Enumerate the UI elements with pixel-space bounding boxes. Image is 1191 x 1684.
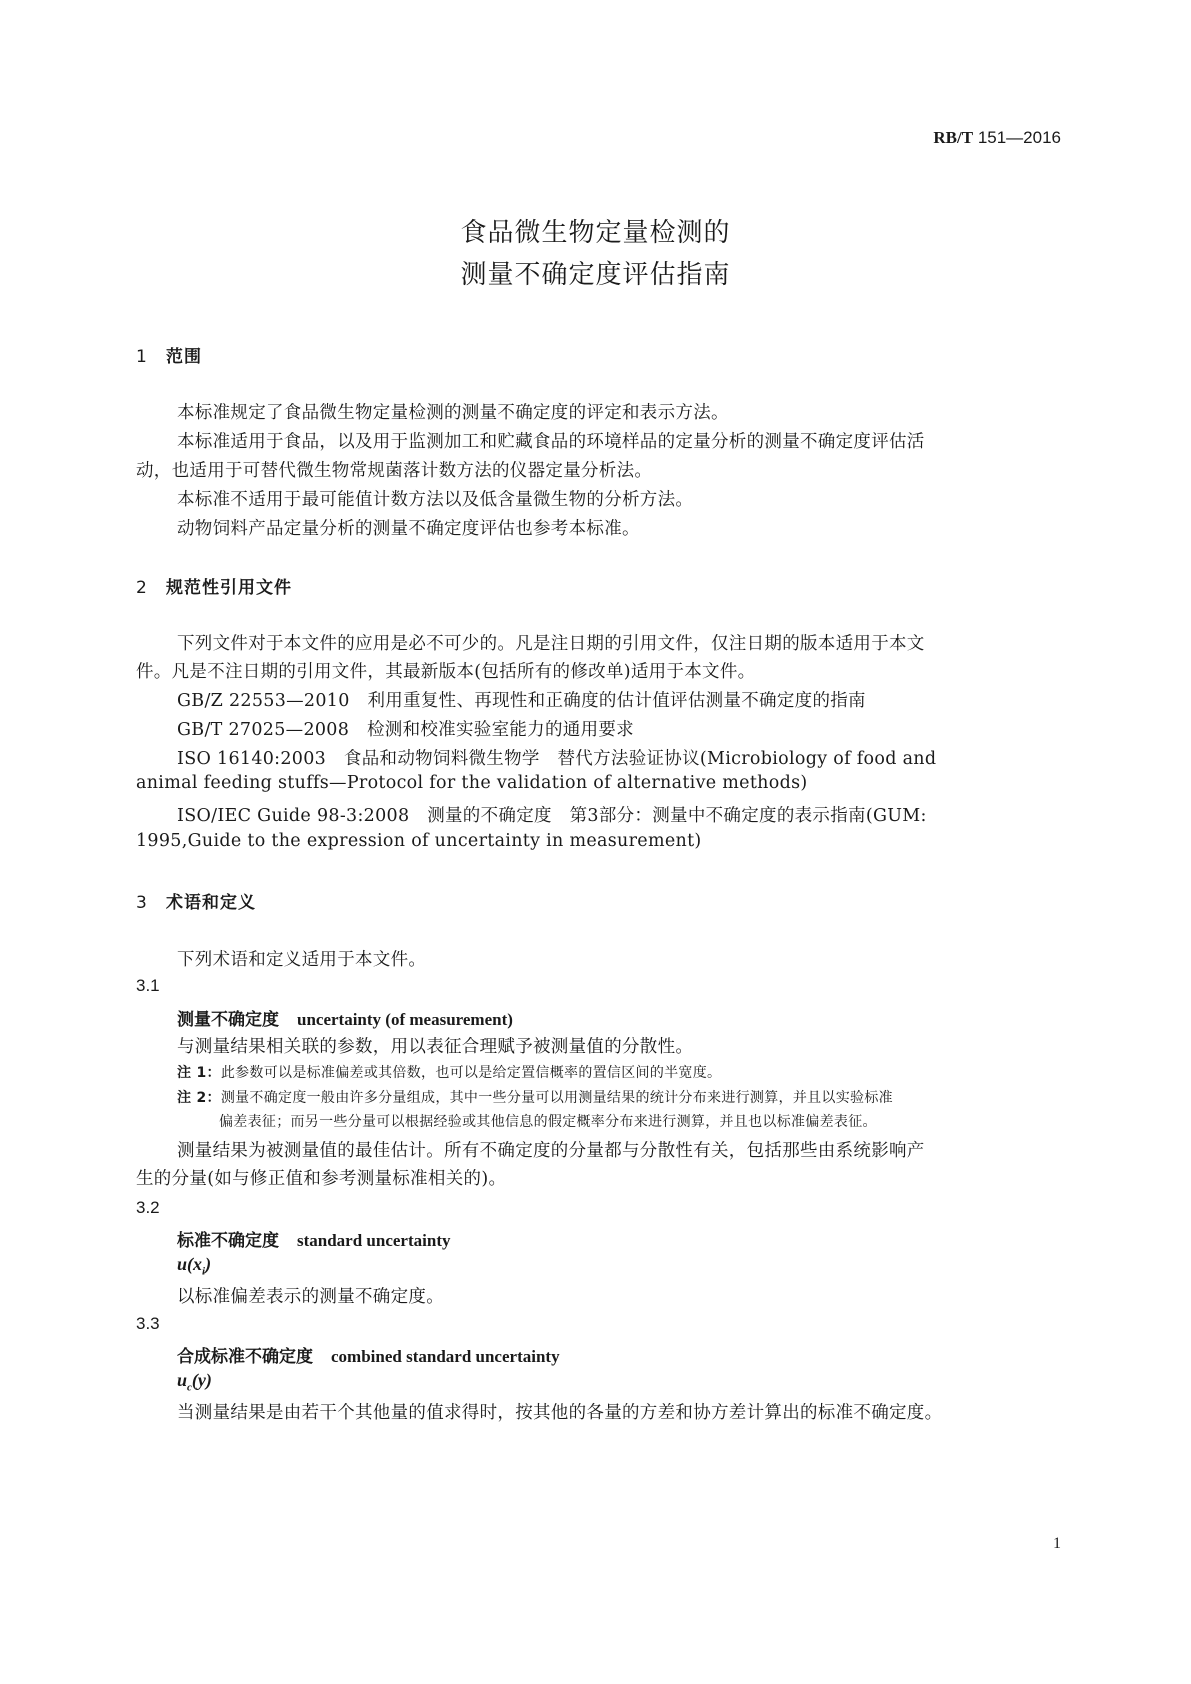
section-1-heading <box>136 342 202 367</box>
section-number: 2 <box>136 578 147 598</box>
paragraph-continuation: 动，也适用于可替代微生物常规菌落计数方法的仪器定量分析法。 <box>136 461 653 481</box>
symbol-arg: x <box>193 1254 203 1274</box>
note-label: 注 2： <box>177 1090 221 1106</box>
code-prefix: RB/T <box>933 128 974 147</box>
paragraph: 本标准适用于食品，以及用于监测加工和贮藏食品的环境样品的定量分析的测量不确定度评估活 <box>177 432 925 452</box>
paragraph: 本标准规定了食品微生物定量检测的测量不确定度的评定和表示方法。 <box>177 403 729 423</box>
note-1 <box>177 1062 721 1082</box>
code-number: 151—2016 <box>973 128 1061 147</box>
definition: 以标准偏差表示的测量不确定度。 <box>177 1287 444 1307</box>
paragraph-continuation: 生的分量(如与修正值和参考测量标准相关的)。 <box>136 1169 507 1189</box>
paragraph: 动物饲料产品定量分析的测量不确定度评估也参考本标准。 <box>177 519 640 539</box>
reference-continuation: 1995,Guide to the expression of uncertainty in measurement) <box>136 831 702 851</box>
paragraph: 本标准不适用于最可能值计数方法以及低含量微生物的分析方法。 <box>177 490 694 510</box>
reference-item: ISO/IEC Guide 98-3:2008 测量的不确定度 第3部分：测量中不确定度的表示指南(GUM: <box>177 806 927 826</box>
note-2-continuation: 偏差表征；而另一些分量可以根据经验或其他信息的假定概率分布来进行测算，并且也以标准偏差表征。 <box>219 1114 877 1130</box>
reference-continuation: animal feeding stuffs—Protocol for the validation of alternative methods) <box>136 773 808 793</box>
note-text: 测量不确定度一般由许多分量组成，其中一些分量可以用测量结果的统计分布来进行测算，并且以实验标准 <box>220 1090 893 1106</box>
section-title: 规范性引用文件 <box>166 578 292 598</box>
term-zh: 标准不确定度 <box>177 1231 279 1251</box>
paragraph-continuation: 件。凡是不注日期的引用文件，其最新版本(包括所有的修改单)适用于本文件。 <box>136 662 756 682</box>
term-heading <box>177 1342 560 1367</box>
note-label: 注 1： <box>177 1065 221 1081</box>
section-title: 术语和定义 <box>166 893 256 913</box>
definition: 与测量结果相关联的参数，用以表征合理赋予被测量值的分散性。 <box>177 1037 694 1057</box>
section-title: 范围 <box>166 347 202 367</box>
clause-number: 3.1 <box>136 976 160 995</box>
note-2 <box>177 1087 893 1107</box>
term-zh: 合成标准不确定度 <box>177 1347 313 1367</box>
paragraph: 下列文件对于本文件的应用是必不可少的。凡是注日期的引用文件，仅注日期的版本适用于本文 <box>177 634 925 654</box>
section-3-heading <box>136 888 256 913</box>
term-en: standard uncertainty <box>297 1231 451 1250</box>
reference-item: ISO 16140:2003 食品和动物饲料微生物学 替代方法验证协议(Microbiology of food and <box>177 749 937 769</box>
paragraph: 下列术语和定义适用于本文件。 <box>177 950 427 970</box>
clause-number: 3.3 <box>136 1314 160 1333</box>
symbol-u: u <box>177 1254 188 1274</box>
symbol-u: u <box>177 1370 188 1390</box>
document-code <box>0 128 1061 148</box>
reference-item: GB/T 27025—2008 检测和校准实验室能力的通用要求 <box>177 720 634 740</box>
term-heading <box>177 1226 450 1251</box>
title-line-2: 测量不确定度评估指南 <box>460 260 731 290</box>
section-2-heading <box>136 573 292 598</box>
clause-number: 3.2 <box>136 1198 160 1217</box>
term-symbol: $u_c(y)$ <box>177 1370 212 1394</box>
symbol-subscript: c <box>187 1381 192 1394</box>
symbol-subscript: i <box>202 1265 206 1278</box>
term-symbol: $u(x_i)$ <box>177 1254 212 1278</box>
note-text: 此参数可以是标准偏差或其倍数，也可以是给定置信概率的置信区间的半宽度。 <box>220 1065 722 1081</box>
symbol-arg: y <box>197 1370 206 1390</box>
paragraph: 测量结果为被测量值的最佳估计。所有不确定度的分量都与分散性有关，包括那些由系统影响产 <box>177 1141 925 1161</box>
term-en: combined standard uncertainty <box>331 1347 560 1366</box>
definition: 当测量结果是由若干个其他量的值求得时，按其他的各量的方差和协方差计算出的标准不确定度。 <box>177 1403 943 1423</box>
term-zh: 测量不确定度 <box>177 1010 279 1030</box>
title-line-1: 食品微生物定量检测的 <box>460 218 731 248</box>
term-heading <box>177 1005 513 1030</box>
section-number: 3 <box>136 893 147 913</box>
reference-item: GB/Z 22553—2010 利用重复性、再现性和正确度的估计值评估测量不确定度的指南 <box>177 691 866 711</box>
term-en: uncertainty (of measurement) <box>297 1010 513 1029</box>
page-number: 1 <box>1053 1535 1061 1552</box>
section-number: 1 <box>136 347 147 367</box>
